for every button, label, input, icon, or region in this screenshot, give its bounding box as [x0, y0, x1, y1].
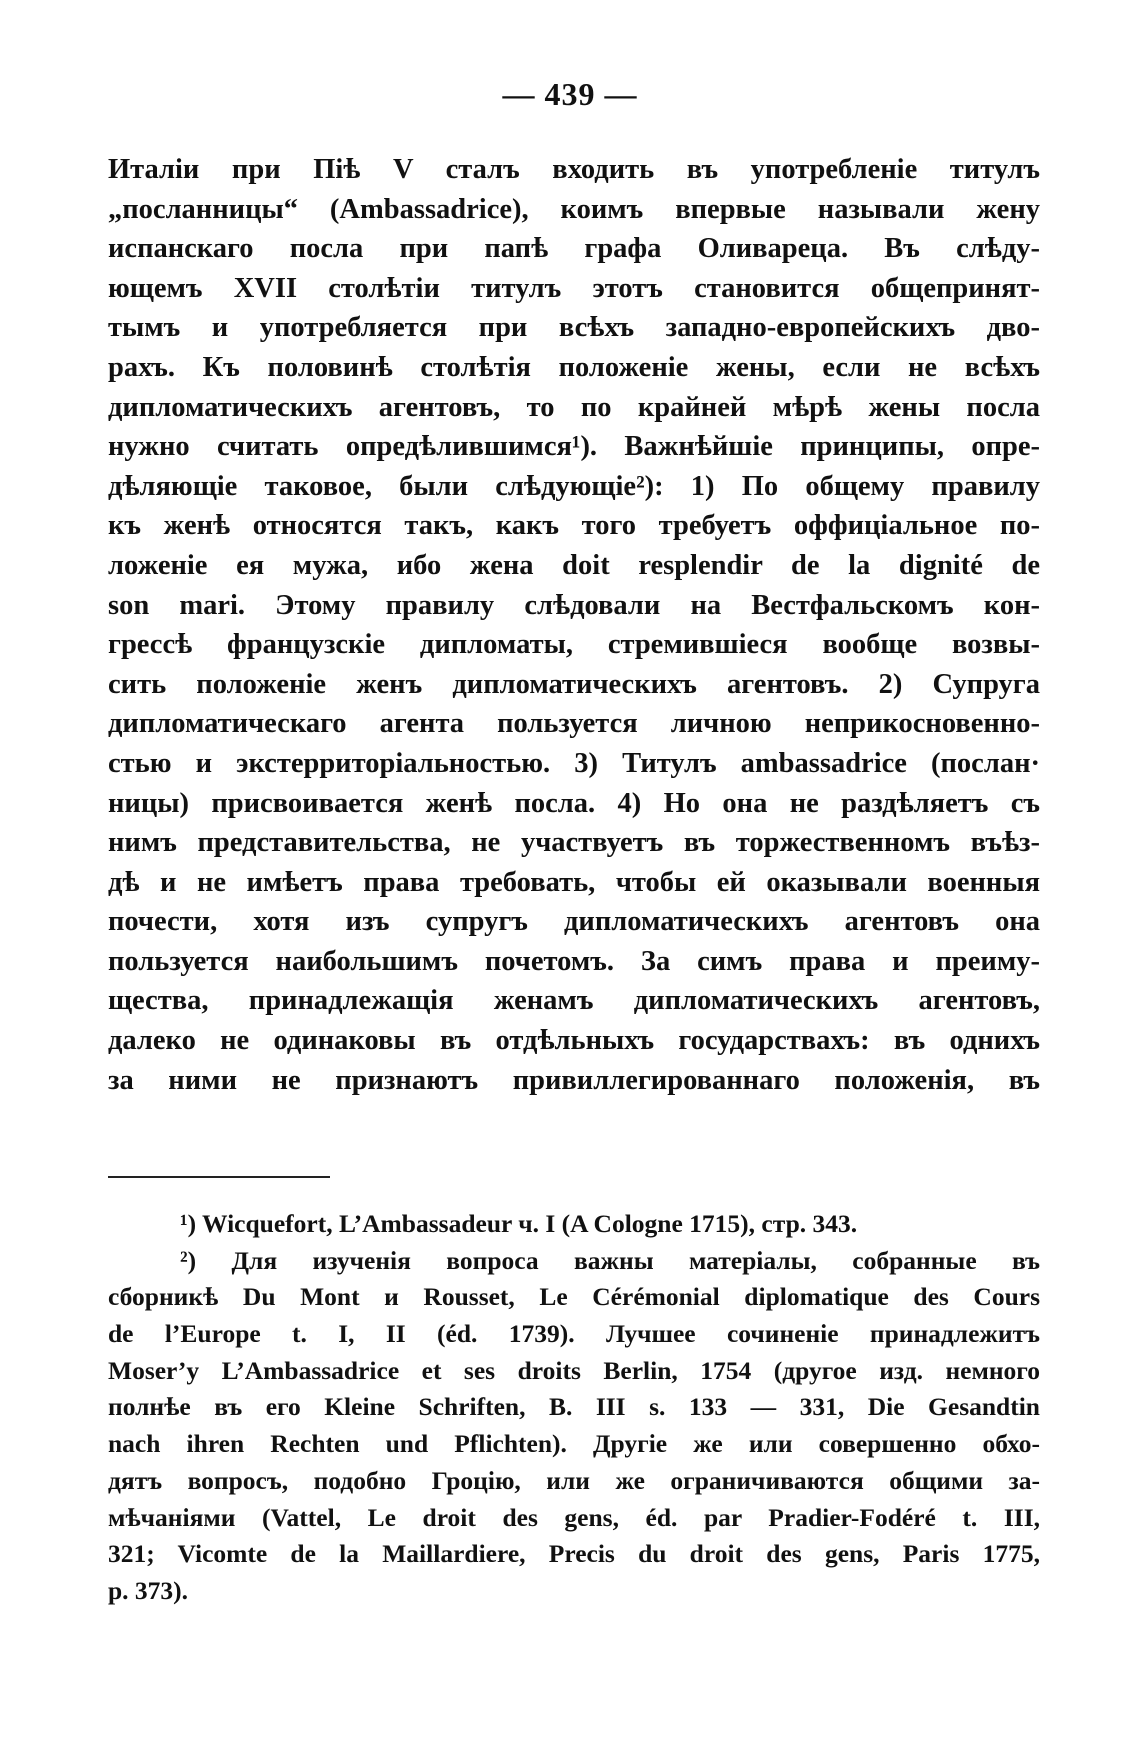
text-line: son mari. Этому правилу слѣдовали на Вестфальскомъ кон-	[108, 589, 1040, 621]
text-line: рахъ. Къ половинѣ столѣтія положеніе жены, если не всѣхъ	[108, 351, 1040, 383]
text-line: грессѣ французскіе дипломаты, стремившіеся вообще возвы-	[108, 629, 1040, 661]
footnote-line: сборникѣ Du Mont и Rousset, Le Cérémonial diplomatique des Cours	[108, 1282, 1040, 1312]
footnote-line: полнѣе въ его Kleine Schriften, B. III s. 133 — 331, Die Gesandtin	[108, 1392, 1040, 1422]
footnotes	[108, 1206, 1040, 1610]
text-line: ющемъ XVII столѣтіи титулъ этотъ становится общепринят-	[108, 272, 1040, 304]
footnote-line: дятъ вопросъ, подобно Гроцію, или же ограничиваются общими за-	[108, 1465, 1040, 1495]
footnote-2: ²) Для изученія вопроса важны матеріалы, собранные въ	[180, 1245, 1040, 1275]
text-line: за ними не признаютъ привиллегированнаго положенія, въ	[108, 1064, 1040, 1096]
footnote-line: nach ihren Rechten und Pflichten). Другіе же или совершенно обхо-	[108, 1429, 1040, 1459]
footnote-divider	[108, 1176, 330, 1178]
text-line: Италіи при Піѣ V сталъ входить въ употребленіе титулъ	[108, 154, 1040, 185]
footnote-line: p. 373).	[108, 1575, 189, 1605]
text-line: почести, хотя изъ супругъ дипломатическихъ агентовъ она	[108, 906, 1040, 938]
text-line: испанскаго посла при папѣ графа Оливареца. Въ слѣду-	[108, 233, 1040, 265]
text-line: нужно считать опредѣлившимся¹). Важнѣйшіе принципы, опре-	[108, 431, 1040, 463]
footnote-1: ¹) Wicquefort, L’Ambassadeur ч. I (A Cologne 1715), стр. 343.	[180, 1209, 858, 1238]
text-line: дѣляющіе таковое, были слѣдующіе²): 1) По общему правилу	[108, 470, 1040, 502]
text-line: нимъ представительства, не участвуетъ въ торжественномъ въѣз-	[108, 827, 1040, 859]
text-line: къ женѣ относятся такъ, какъ того требуетъ оффиціальное по-	[108, 510, 1040, 542]
footnote-line: Moser’y L’Ambassadrice et ses droits Berlin, 1754 (другое изд. немного	[108, 1355, 1040, 1385]
text-line: далеко не одинаковы въ отдѣльныхъ государствахъ: въ однихъ	[108, 1025, 1040, 1057]
text-line: ложеніе ея мужа, ибо жена doit resplendir de la dignité de	[108, 549, 1040, 581]
text-line: щества, принадлежащія женамъ дипломатическихъ агентовъ,	[108, 985, 1040, 1017]
footnote-line: de l’Europe t. I, II (éd. 1739). Лучшее сочиненіе принадлежитъ	[108, 1319, 1040, 1349]
text-line: тымъ и употребляется при всѣхъ западно-европейскихъ дво-	[108, 312, 1040, 344]
text-line: дипломатическихъ агентовъ, то по крайней мѣрѣ жены посла	[108, 391, 1040, 423]
text-line: дипломатическаго агента пользуется личною неприкосновенно-	[108, 708, 1040, 740]
footnote-line: мѣчаніями (Vattel, Le droit des gens, éd. par Pradier-Fodéré t. III,	[108, 1502, 1040, 1532]
text-line: „посланницы“ (Ambassadrice), коимъ впервые называли жену	[108, 193, 1040, 225]
footnote-line: 321; Vicomte de la Maillardiere, Precis du droit des gens, Paris 1775,	[108, 1539, 1040, 1569]
text-line: ницы) присвоивается женѣ посла. 4) Но она не раздѣляетъ съ	[108, 787, 1040, 819]
text-line: стью и экстерриторіальностью. 3) Титулъ ambassadrice (послан·	[108, 747, 1040, 779]
main-text	[108, 150, 1040, 1100]
text-line: сить положеніе женъ дипломатическихъ агентовъ. 2) Супруга	[108, 668, 1040, 700]
text-line: пользуется наибольшимъ почетомъ. За симъ права и преиму-	[108, 945, 1040, 977]
text-line: дѣ и не имѣетъ права требовать, чтобы ей оказывали военныя	[108, 866, 1040, 898]
page-number: — 439 —	[502, 76, 638, 112]
